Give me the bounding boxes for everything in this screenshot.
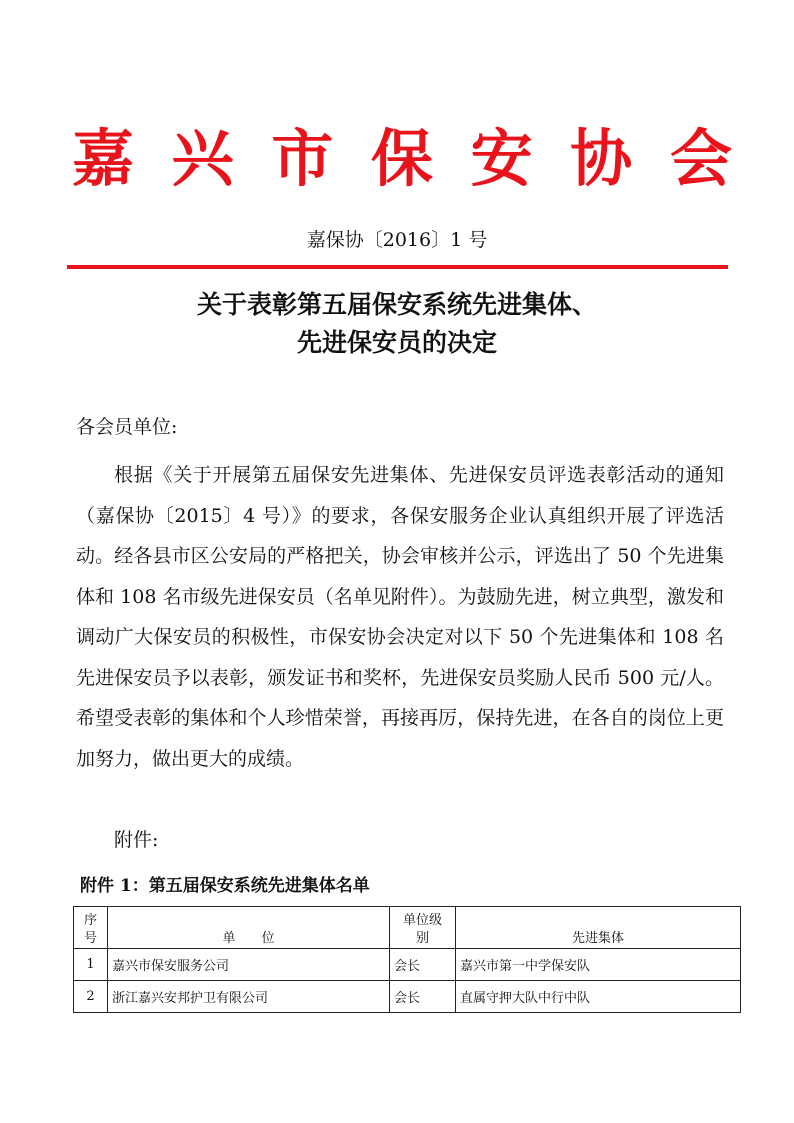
table-row <box>74 981 741 1013</box>
org-title-char: 会 <box>669 122 732 195</box>
header-seq <box>74 907 108 949</box>
header-level-line1: 单位级 <box>402 913 442 928</box>
header-seq-line1: 序 <box>83 913 97 928</box>
header-seq-line2: 号 <box>83 931 97 946</box>
header-divider <box>67 265 728 269</box>
row-collective: 直属守押大队中行中队 <box>456 981 741 1013</box>
row-seq: 1 <box>74 949 108 981</box>
org-title-char: 嘉 <box>72 122 135 195</box>
org-title-char: 保 <box>370 122 433 195</box>
org-title-char: 安 <box>470 122 533 195</box>
row-level: 会长 <box>390 949 456 981</box>
document-title-line2: 先进保安员的决定 <box>296 328 497 357</box>
org-title-char: 协 <box>570 122 633 195</box>
header-level-line2: 别 <box>415 931 429 946</box>
collectives-table <box>73 906 741 1013</box>
attachment-label: 附件: <box>114 829 159 851</box>
organization-title <box>72 122 732 196</box>
header-level <box>390 907 456 949</box>
table-header-row <box>74 907 741 949</box>
document-title <box>0 286 794 362</box>
header-unit: 单 位 <box>108 907 390 949</box>
row-unit: 嘉兴市保安服务公司 <box>108 949 390 981</box>
header-collective: 先进集体 <box>456 907 741 949</box>
salutation: 各会员单位: <box>76 416 178 438</box>
row-unit: 浙江嘉兴安邦护卫有限公司 <box>108 981 390 1013</box>
row-collective: 嘉兴市第一中学保安队 <box>456 949 741 981</box>
org-title-char: 市 <box>271 122 334 195</box>
table-title: 附件 1：第五届保安系统先进集体名单 <box>80 876 370 896</box>
org-title-char: 兴 <box>171 122 234 195</box>
row-level: 会长 <box>390 981 456 1013</box>
document-number: 嘉保协〔2016〕1 号 <box>306 229 488 251</box>
body-paragraph: 根据《关于开展第五届保安先进集体、先进保安员评选表彰活动的通知（嘉保协〔2015〕4 号）》的要求，各保安服务企业认真组织开展了评选活动。经各县市区公安局的严格把关，协会审核并公示，评选出了 50 个先进集体和 108 名市级先进保安员（名单见附件）。为鼓励先进，树立典型，激发和调动广大保安员的积极性，市保安协会决定对以下 50 个先进集体和 108 名先进保安员予以表彰，颁发证书和奖杯，先进保安员奖励人民币 500 元/人。希望受表彰的集体和个人珍惜荣誉，再接再厉，保持先进，在各自的岗位上更加努力，做出更大的成绩。 <box>76 464 724 770</box>
document-title-line1: 关于表彰第五届保安系统先进集体、 <box>196 290 597 319</box>
row-seq: 2 <box>74 981 108 1013</box>
table-row <box>74 949 741 981</box>
